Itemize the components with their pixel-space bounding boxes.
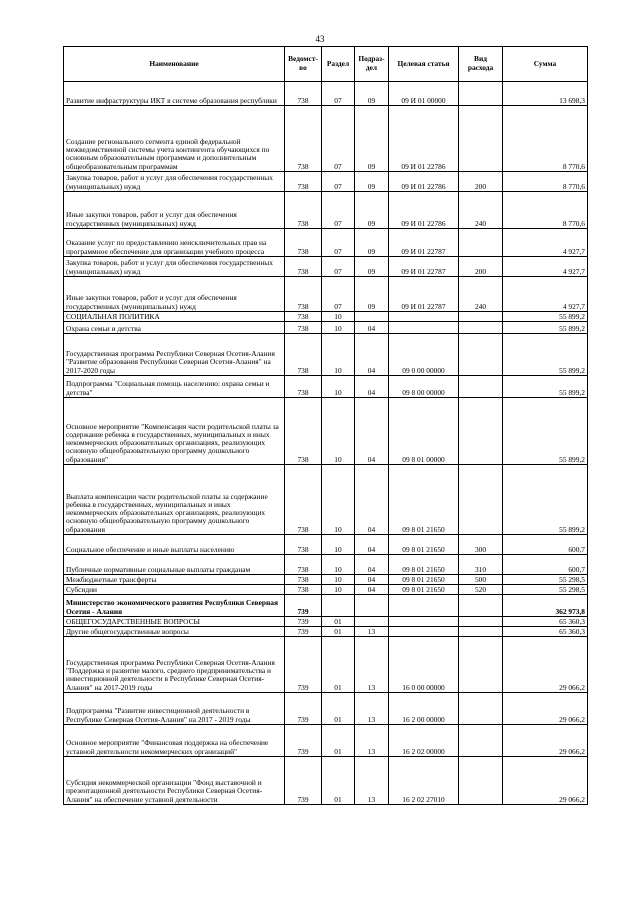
cell-subsection: 09 <box>355 277 389 312</box>
cell-target: 09 8 01 00000 <box>389 398 459 465</box>
table-row <box>64 334 588 376</box>
cell-department: 738 <box>285 277 322 312</box>
cell-section: 10 <box>322 322 355 334</box>
cell-target: 16 0 00 00000 <box>389 637 459 693</box>
cell-section: 07 <box>322 277 355 312</box>
header-department: Ведомст-во <box>285 47 322 82</box>
cell-department: 738 <box>285 535 322 555</box>
table-row <box>64 637 588 693</box>
cell-section: 01 <box>322 693 355 725</box>
cell-subsection <box>355 595 389 617</box>
cell-target: 09 8 01 21650 <box>389 555 459 575</box>
table-row <box>64 82 588 106</box>
cell-target <box>389 322 459 334</box>
cell-name: Закупка товаров, работ и услуг для обеспечения государственных (муниципальных) нужд <box>64 257 285 277</box>
cell-subsection: 04 <box>355 575 389 585</box>
cell-expense-type <box>459 757 503 805</box>
cell-section: 07 <box>322 82 355 106</box>
cell-department: 739 <box>285 595 322 617</box>
budget-table <box>63 46 588 805</box>
cell-section: 01 <box>322 725 355 757</box>
cell-name: Основное мероприятие "Компенсация части родительской платы за содержание ребенка в государственных, муниципальных и иных некоммерческих образовательных организациях, реализующих основную общеобразовательную программу дошкольного образования" <box>64 398 285 465</box>
header-target: Целевая статья <box>389 47 459 82</box>
cell-expense-type: 300 <box>459 535 503 555</box>
table-row <box>64 322 588 334</box>
cell-target: 09 И 01 22786 <box>389 192 459 229</box>
cell-name: Государственная программа Республики Северная Осетия-Алания "Развитие образования Республики Северная Осетия-Алания" на 2017-2020 годы <box>64 334 285 376</box>
cell-name: Публичные нормативные социальные выплаты гражданам <box>64 555 285 575</box>
cell-target: 16 2 02 00000 <box>389 725 459 757</box>
cell-department: 739 <box>285 693 322 725</box>
cell-target: 09 8 01 21650 <box>389 535 459 555</box>
cell-section: 10 <box>322 398 355 465</box>
cell-name: Охрана семьи и детства <box>64 322 285 334</box>
cell-department: 739 <box>285 617 322 627</box>
cell-subsection: 04 <box>355 376 389 398</box>
cell-name: Субсидия некоммерческой организации "Фонд выставочной и презентационной деятельности Республики Северная Осетия-Алания" на обеспечение уставной деятельности <box>64 757 285 805</box>
cell-name: Государственная программа Республики Северная Осетия-Алания "Поддержка и развитие малого, среднего предпринимательства и инвестиционной деятельности в Республике Северная Осетия-Алания" на 2017-2019 годы <box>64 637 285 693</box>
cell-sum: 65 360,3 <box>503 627 588 637</box>
header-section: Раздел <box>322 47 355 82</box>
cell-target: 09 8 01 21650 <box>389 575 459 585</box>
cell-section: 07 <box>322 106 355 172</box>
cell-target: 09 И 01 22786 <box>389 172 459 192</box>
cell-expense-type <box>459 106 503 172</box>
cell-name: Создание регионального сегмента единой федеральной межведомственной системы учета контингента обучающихся по основным образовательным программам и дополнительным общеобразовательным программам <box>64 106 285 172</box>
cell-name: Основное мероприятие "Финансовая поддержка на обеспечение уставной деятельности некоммерческих организаций" <box>64 725 285 757</box>
cell-target: 16 2 02 27010 <box>389 757 459 805</box>
cell-department: 739 <box>285 757 322 805</box>
cell-name: Развитие инфраструктуры ИКТ в системе образования республики <box>64 82 285 106</box>
cell-subsection: 09 <box>355 229 389 257</box>
cell-subsection: 09 <box>355 192 389 229</box>
cell-subsection <box>355 312 389 322</box>
cell-expense-type <box>459 398 503 465</box>
cell-section: 10 <box>322 555 355 575</box>
cell-department: 738 <box>285 322 322 334</box>
table-row <box>64 376 588 398</box>
header-name: Наименование <box>64 47 285 82</box>
cell-name: ОБЩЕГОСУДАРСТВЕННЫЕ ВОПРОСЫ <box>64 617 285 627</box>
cell-subsection <box>355 617 389 627</box>
cell-expense-type: 500 <box>459 575 503 585</box>
cell-subsection: 09 <box>355 82 389 106</box>
table-row <box>64 627 588 637</box>
page-number: 43 <box>315 34 325 44</box>
cell-target: 09 И 01 22787 <box>389 277 459 312</box>
cell-name: Закупка товаров, работ и услуг для обеспечения государственных (муниципальных) нужд <box>64 172 285 192</box>
cell-subsection: 09 <box>355 172 389 192</box>
cell-section: 01 <box>322 617 355 627</box>
cell-expense-type: 200 <box>459 257 503 277</box>
table-row <box>64 693 588 725</box>
cell-section: 07 <box>322 192 355 229</box>
cell-sum: 362 973,8 <box>503 595 588 617</box>
cell-department: 738 <box>285 172 322 192</box>
cell-target: 09 8 01 21650 <box>389 465 459 535</box>
cell-expense-type <box>459 229 503 257</box>
cell-expense-type: 200 <box>459 172 503 192</box>
cell-name: Иные закупки товаров, работ и услуг для обеспечения государственных (муниципальных) нужд <box>64 277 285 312</box>
cell-sum: 55 899,2 <box>503 376 588 398</box>
cell-department: 738 <box>285 555 322 575</box>
cell-target: 09 И 01 22787 <box>389 257 459 277</box>
cell-department: 738 <box>285 575 322 585</box>
table-row <box>64 257 588 277</box>
table-row <box>64 575 588 585</box>
cell-name: Субсидии <box>64 585 285 595</box>
cell-expense-type: 520 <box>459 585 503 595</box>
cell-subsection: 09 <box>355 257 389 277</box>
cell-section: 10 <box>322 465 355 535</box>
cell-department: 738 <box>285 82 322 106</box>
cell-name: Министерство экономического развития Республики Северная Осетия - Алания <box>64 595 285 617</box>
cell-sum: 55 298,5 <box>503 575 588 585</box>
cell-section: 10 <box>322 334 355 376</box>
table-row <box>64 229 588 257</box>
table-row <box>64 312 588 322</box>
cell-expense-type <box>459 725 503 757</box>
table-header-row <box>64 47 588 82</box>
cell-expense-type: 240 <box>459 192 503 229</box>
cell-target: 09 И 01 00000 <box>389 82 459 106</box>
cell-department: 739 <box>285 637 322 693</box>
cell-department: 738 <box>285 229 322 257</box>
cell-target: 09 0 00 00000 <box>389 334 459 376</box>
cell-target <box>389 595 459 617</box>
cell-department: 738 <box>285 334 322 376</box>
cell-section: 01 <box>322 757 355 805</box>
cell-subsection: 04 <box>355 322 389 334</box>
cell-expense-type <box>459 376 503 398</box>
cell-section: 01 <box>322 627 355 637</box>
cell-department: 738 <box>285 376 322 398</box>
cell-sum: 600,7 <box>503 535 588 555</box>
cell-name: Другие общегосударственные вопросы <box>64 627 285 637</box>
cell-expense-type <box>459 334 503 376</box>
cell-expense-type <box>459 322 503 334</box>
cell-department: 738 <box>285 465 322 535</box>
cell-department: 738 <box>285 192 322 229</box>
cell-sum: 29 066,2 <box>503 693 588 725</box>
header-expense-type: Вид расхода <box>459 47 503 82</box>
cell-name: Оказание услуг по предоставлению неисключительных прав на программное обеспечение для организации учебного процесса <box>64 229 285 257</box>
cell-department: 738 <box>285 312 322 322</box>
table-row <box>64 535 588 555</box>
cell-department: 738 <box>285 398 322 465</box>
cell-section: 07 <box>322 172 355 192</box>
cell-name: Подпрограмма "Социальная помощь населению: охрана семьи и детства" <box>64 376 285 398</box>
cell-department: 739 <box>285 725 322 757</box>
cell-sum: 55 899,2 <box>503 312 588 322</box>
cell-sum: 29 066,2 <box>503 725 588 757</box>
cell-section: 10 <box>322 376 355 398</box>
cell-sum: 29 066,2 <box>503 757 588 805</box>
table-row <box>64 192 588 229</box>
cell-subsection: 04 <box>355 535 389 555</box>
cell-name: Иные закупки товаров, работ и услуг для обеспечения государственных (муниципальных) нужд <box>64 192 285 229</box>
cell-department: 738 <box>285 585 322 595</box>
cell-sum: 13 698,3 <box>503 82 588 106</box>
table-row <box>64 465 588 535</box>
table-row <box>64 617 588 627</box>
cell-section <box>322 595 355 617</box>
cell-section: 07 <box>322 229 355 257</box>
cell-department: 738 <box>285 257 322 277</box>
cell-subsection: 04 <box>355 465 389 535</box>
cell-department: 738 <box>285 106 322 172</box>
cell-expense-type <box>459 465 503 535</box>
cell-section: 07 <box>322 257 355 277</box>
cell-section: 10 <box>322 312 355 322</box>
cell-sum: 55 899,2 <box>503 465 588 535</box>
table-row <box>64 725 588 757</box>
cell-expense-type <box>459 627 503 637</box>
cell-target: 09 8 00 00000 <box>389 376 459 398</box>
cell-sum: 65 360,3 <box>503 617 588 627</box>
cell-subsection: 13 <box>355 693 389 725</box>
table-row <box>64 555 588 575</box>
cell-subsection: 04 <box>355 398 389 465</box>
cell-name: Социальное обеспечение и иные выплаты населению <box>64 535 285 555</box>
cell-sum: 4 927,7 <box>503 277 588 312</box>
cell-subsection: 09 <box>355 106 389 172</box>
cell-sum: 8 770,6 <box>503 172 588 192</box>
cell-name: Подпрограмма "Развитие инвестиционной деятельности в Республике Северная Осетия-Алания" на 2017 - 2019 годы <box>64 693 285 725</box>
cell-department: 739 <box>285 627 322 637</box>
cell-subsection: 13 <box>355 627 389 637</box>
cell-section: 10 <box>322 585 355 595</box>
cell-expense-type: 240 <box>459 277 503 312</box>
cell-subsection: 13 <box>355 637 389 693</box>
cell-section: 10 <box>322 535 355 555</box>
cell-sum: 4 927,7 <box>503 257 588 277</box>
table-body <box>64 82 588 805</box>
cell-sum: 8 770,6 <box>503 192 588 229</box>
cell-section: 10 <box>322 575 355 585</box>
cell-expense-type <box>459 595 503 617</box>
cell-target: 09 8 01 21650 <box>389 585 459 595</box>
cell-expense-type <box>459 82 503 106</box>
cell-expense-type <box>459 637 503 693</box>
cell-target: 09 И 01 22786 <box>389 106 459 172</box>
cell-sum: 29 066,2 <box>503 637 588 693</box>
table-row <box>64 172 588 192</box>
cell-subsection: 04 <box>355 585 389 595</box>
header-sum: Сумма <box>503 47 588 82</box>
cell-target: 16 2 00 00000 <box>389 693 459 725</box>
cell-name: СОЦИАЛЬНАЯ ПОЛИТИКА <box>64 312 285 322</box>
cell-name: Межбюджетные трансферты <box>64 575 285 585</box>
cell-expense-type: 310 <box>459 555 503 575</box>
cell-subsection: 04 <box>355 555 389 575</box>
header-subsection: Подраз-дел <box>355 47 389 82</box>
cell-sum: 8 770,6 <box>503 106 588 172</box>
cell-target: 09 И 01 22787 <box>389 229 459 257</box>
cell-expense-type <box>459 617 503 627</box>
table-row <box>64 106 588 172</box>
cell-name: Выплата компенсации части родительской платы за содержание ребенка в государственных, муниципальных и иных некоммерческих образовательных организациях, реализующих основную общеобразовательную программу дошкольного образования <box>64 465 285 535</box>
cell-subsection: 13 <box>355 757 389 805</box>
cell-target <box>389 627 459 637</box>
table-row <box>64 595 588 617</box>
table-row <box>64 585 588 595</box>
table-row <box>64 757 588 805</box>
cell-sum: 55 899,2 <box>503 398 588 465</box>
cell-target <box>389 617 459 627</box>
cell-expense-type <box>459 312 503 322</box>
cell-section: 01 <box>322 637 355 693</box>
cell-sum: 4 927,7 <box>503 229 588 257</box>
table-row <box>64 277 588 312</box>
cell-sum: 55 899,2 <box>503 334 588 376</box>
cell-sum: 55 298,5 <box>503 585 588 595</box>
table-row <box>64 398 588 465</box>
cell-expense-type <box>459 693 503 725</box>
cell-sum: 55 899,2 <box>503 322 588 334</box>
cell-subsection: 13 <box>355 725 389 757</box>
cell-subsection: 04 <box>355 334 389 376</box>
cell-sum: 600,7 <box>503 555 588 575</box>
cell-target <box>389 312 459 322</box>
